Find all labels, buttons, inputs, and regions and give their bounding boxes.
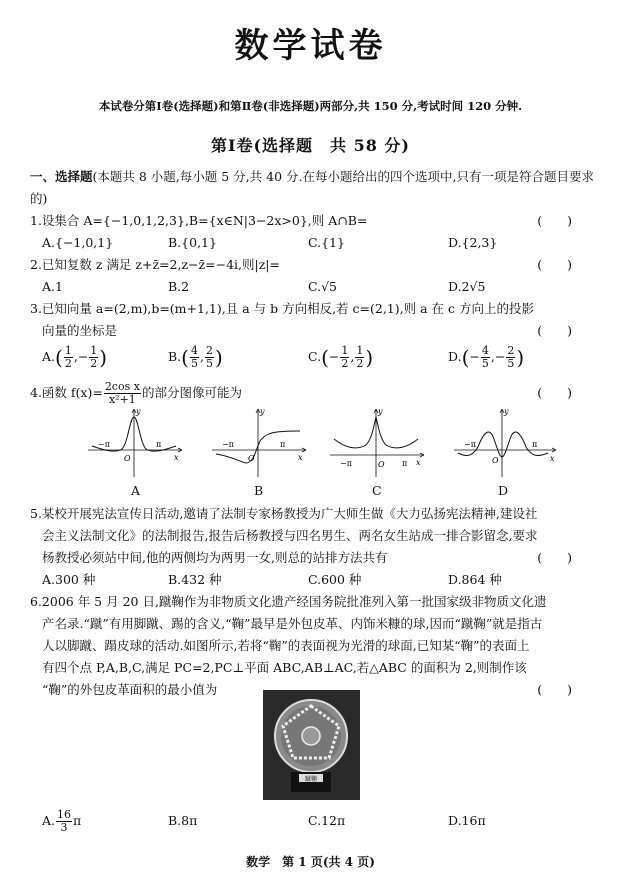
question-6-options: [30, 806, 600, 836]
svg-text:π: π: [402, 459, 408, 468]
svg-text:−π: −π: [222, 440, 234, 449]
question-3-text: 向量的坐标是: [42, 323, 118, 338]
answer-paren: ( ): [537, 213, 572, 228]
svg-text:x: x: [298, 453, 303, 462]
question-3-options: [30, 342, 600, 372]
svg-text:−π: −π: [464, 440, 476, 449]
graph-c: [328, 405, 428, 480]
svg-text:O: O: [248, 454, 255, 463]
question-3-stem-line2: [30, 320, 600, 342]
svg-text:y: y: [260, 407, 265, 416]
graph-label-c: C: [372, 483, 382, 498]
option-c: C.600 种: [308, 572, 362, 587]
option-c: C.12π: [308, 813, 346, 828]
question-5-line1: 5.某校开展宪法宣传日活动,邀请了法制专家杨教授为广大师生做《大力弘扬宪法精神,建设社: [30, 506, 538, 521]
svg-text:O: O: [492, 456, 499, 465]
graph-d: [452, 405, 562, 480]
page-footer: 数学 第 1 页(共 4 页): [246, 855, 375, 869]
svg-text:π: π: [280, 440, 286, 449]
question-6-line2: 产名录.“蹴”有用脚蹴、踢的含义,“鞠”最早是外包皮革、内饰米糠的球,因而“蹴鞠”就是指古: [42, 616, 543, 631]
svg-text:y: y: [504, 407, 509, 416]
graph-label-a: A: [131, 483, 141, 498]
option-c: C.{1}: [308, 235, 345, 250]
svg-text:π: π: [532, 440, 538, 449]
answer-paren: ( ): [537, 385, 572, 400]
question-3-stem-line1: 3.已知向量 a=(2,m),b=(m+1,1),且 a 与 b 方向相反,若 c=(2,1),则 a 在 c 方向上的投影: [30, 301, 534, 316]
option-b: B.{0,1}: [168, 235, 217, 250]
answer-paren: ( ): [537, 323, 572, 338]
section-text: (本题共 8 小题,每小题 5 分,共 40 分.在每小题给出的四个选项中,只有一项是符合题目要求的): [30, 169, 594, 206]
graph-label-b: B: [254, 483, 264, 498]
option-b: B.( $\frac{4}{5}$ , $\frac{2}{5}$ ): [168, 344, 223, 370]
question-6-line5: “鞠”的外包皮革面积的最小值为 ( ): [30, 679, 600, 701]
question-2-text: 2.已知复数 z 满足 z+z̄=2,z−z̄=−4i,则|z|=: [30, 257, 280, 272]
option-a: A.{−1,0,1}: [42, 235, 114, 250]
svg-text:O: O: [378, 460, 385, 469]
section-label: 一、选择题: [30, 169, 93, 184]
exam-intro: 本试卷分第Ⅰ卷(选择题)和第Ⅱ卷(非选择题)两部分,共 150 分,考试时间 120 分钟.: [98, 99, 523, 113]
option-c: C.(− $\frac{1}{2}$ , $\frac{1}{2}$ ): [308, 344, 374, 370]
question-5-line2: 会主义法制文化》的法制报告,报告后杨教授与四名男生、两名女生站成一排合影留念,要求: [42, 528, 538, 543]
svg-text:π: π: [156, 440, 162, 449]
option-d: D.16π: [448, 813, 486, 828]
question-2-stem: [30, 254, 600, 276]
option-d: D.{2,3}: [448, 235, 498, 250]
question-1-stem: [30, 210, 600, 232]
graph-a: [86, 405, 186, 480]
option-d: D.(− $\frac{4}{5}$ ,− $\frac{2}{5}$ ): [448, 344, 525, 370]
question-6-line4: 有四个点 P,A,B,C,满足 PC=2,PC⊥平面 ABC,AB⊥AC,若△ABC 的面积为 2,则制作该: [42, 660, 527, 675]
option-b: B.2: [168, 279, 190, 294]
answer-paren: ( ): [537, 682, 572, 697]
svg-text:y: y: [136, 407, 141, 416]
graph-b: [210, 405, 310, 480]
svg-text:−π: −π: [98, 440, 110, 449]
page-title: 数学试卷: [234, 26, 387, 66]
svg-text:y: y: [378, 407, 383, 416]
option-a: A.1: [42, 279, 63, 294]
option-a: A.( $\frac{1}{2}$ ,− $\frac{1}{2}$ ): [42, 344, 108, 370]
cuju-ball-photo: [263, 690, 360, 800]
option-a: A.300 种: [42, 572, 96, 587]
answer-paren: ( ): [537, 550, 572, 565]
question-4-stem: 4.函数 f(x)= $\frac{\text{2cos x}}{\text{x²+1}}$ 的部分图像可能为 ( ): [30, 380, 572, 406]
svg-text:−π: −π: [340, 459, 352, 468]
question-4-text: 4.函数 f(x)=: [30, 385, 103, 400]
svg-text:x: x: [174, 453, 179, 462]
option-c: C.√5: [308, 279, 338, 294]
svg-text:x: x: [416, 458, 421, 467]
question-6-line3: 人以脚蹴、蹋皮球的活动.如图所示,若将“鞠”的表面视为光滑的球面,已知某“鞠”的表面上: [42, 638, 530, 653]
section-instructions: [30, 166, 595, 210]
answer-paren: ( ): [537, 257, 572, 272]
option-d: D.2√5: [448, 279, 486, 294]
svg-text:x: x: [550, 454, 555, 463]
svg-text:蹴鞠: 蹴鞠: [304, 776, 318, 783]
graph-label-d: D: [498, 483, 509, 498]
option-b: B.432 种: [168, 572, 222, 587]
question-5-line3: 杨教授必须站中间,他的两侧均为两男一女,则总的站排方法共有 ( ): [30, 547, 600, 569]
question-6-line1: 6.2006 年 5 月 20 日,蹴鞠作为非物质文化遗产经国务院批准列入第一批国家级非物质文化遗: [30, 594, 547, 609]
option-d: D.864 种: [448, 572, 502, 587]
part-title: 第Ⅰ卷(选择题 共 58 分): [210, 136, 411, 155]
question-1-text: 1.设集合 A={−1,0,1,2,3},B={x∈N|3−2x>0},则 A∩B=: [30, 213, 368, 228]
svg-text:O: O: [124, 454, 131, 463]
option-a: A. $\frac{16}{3}$ π: [42, 808, 82, 834]
option-b: B.8π: [168, 813, 198, 828]
